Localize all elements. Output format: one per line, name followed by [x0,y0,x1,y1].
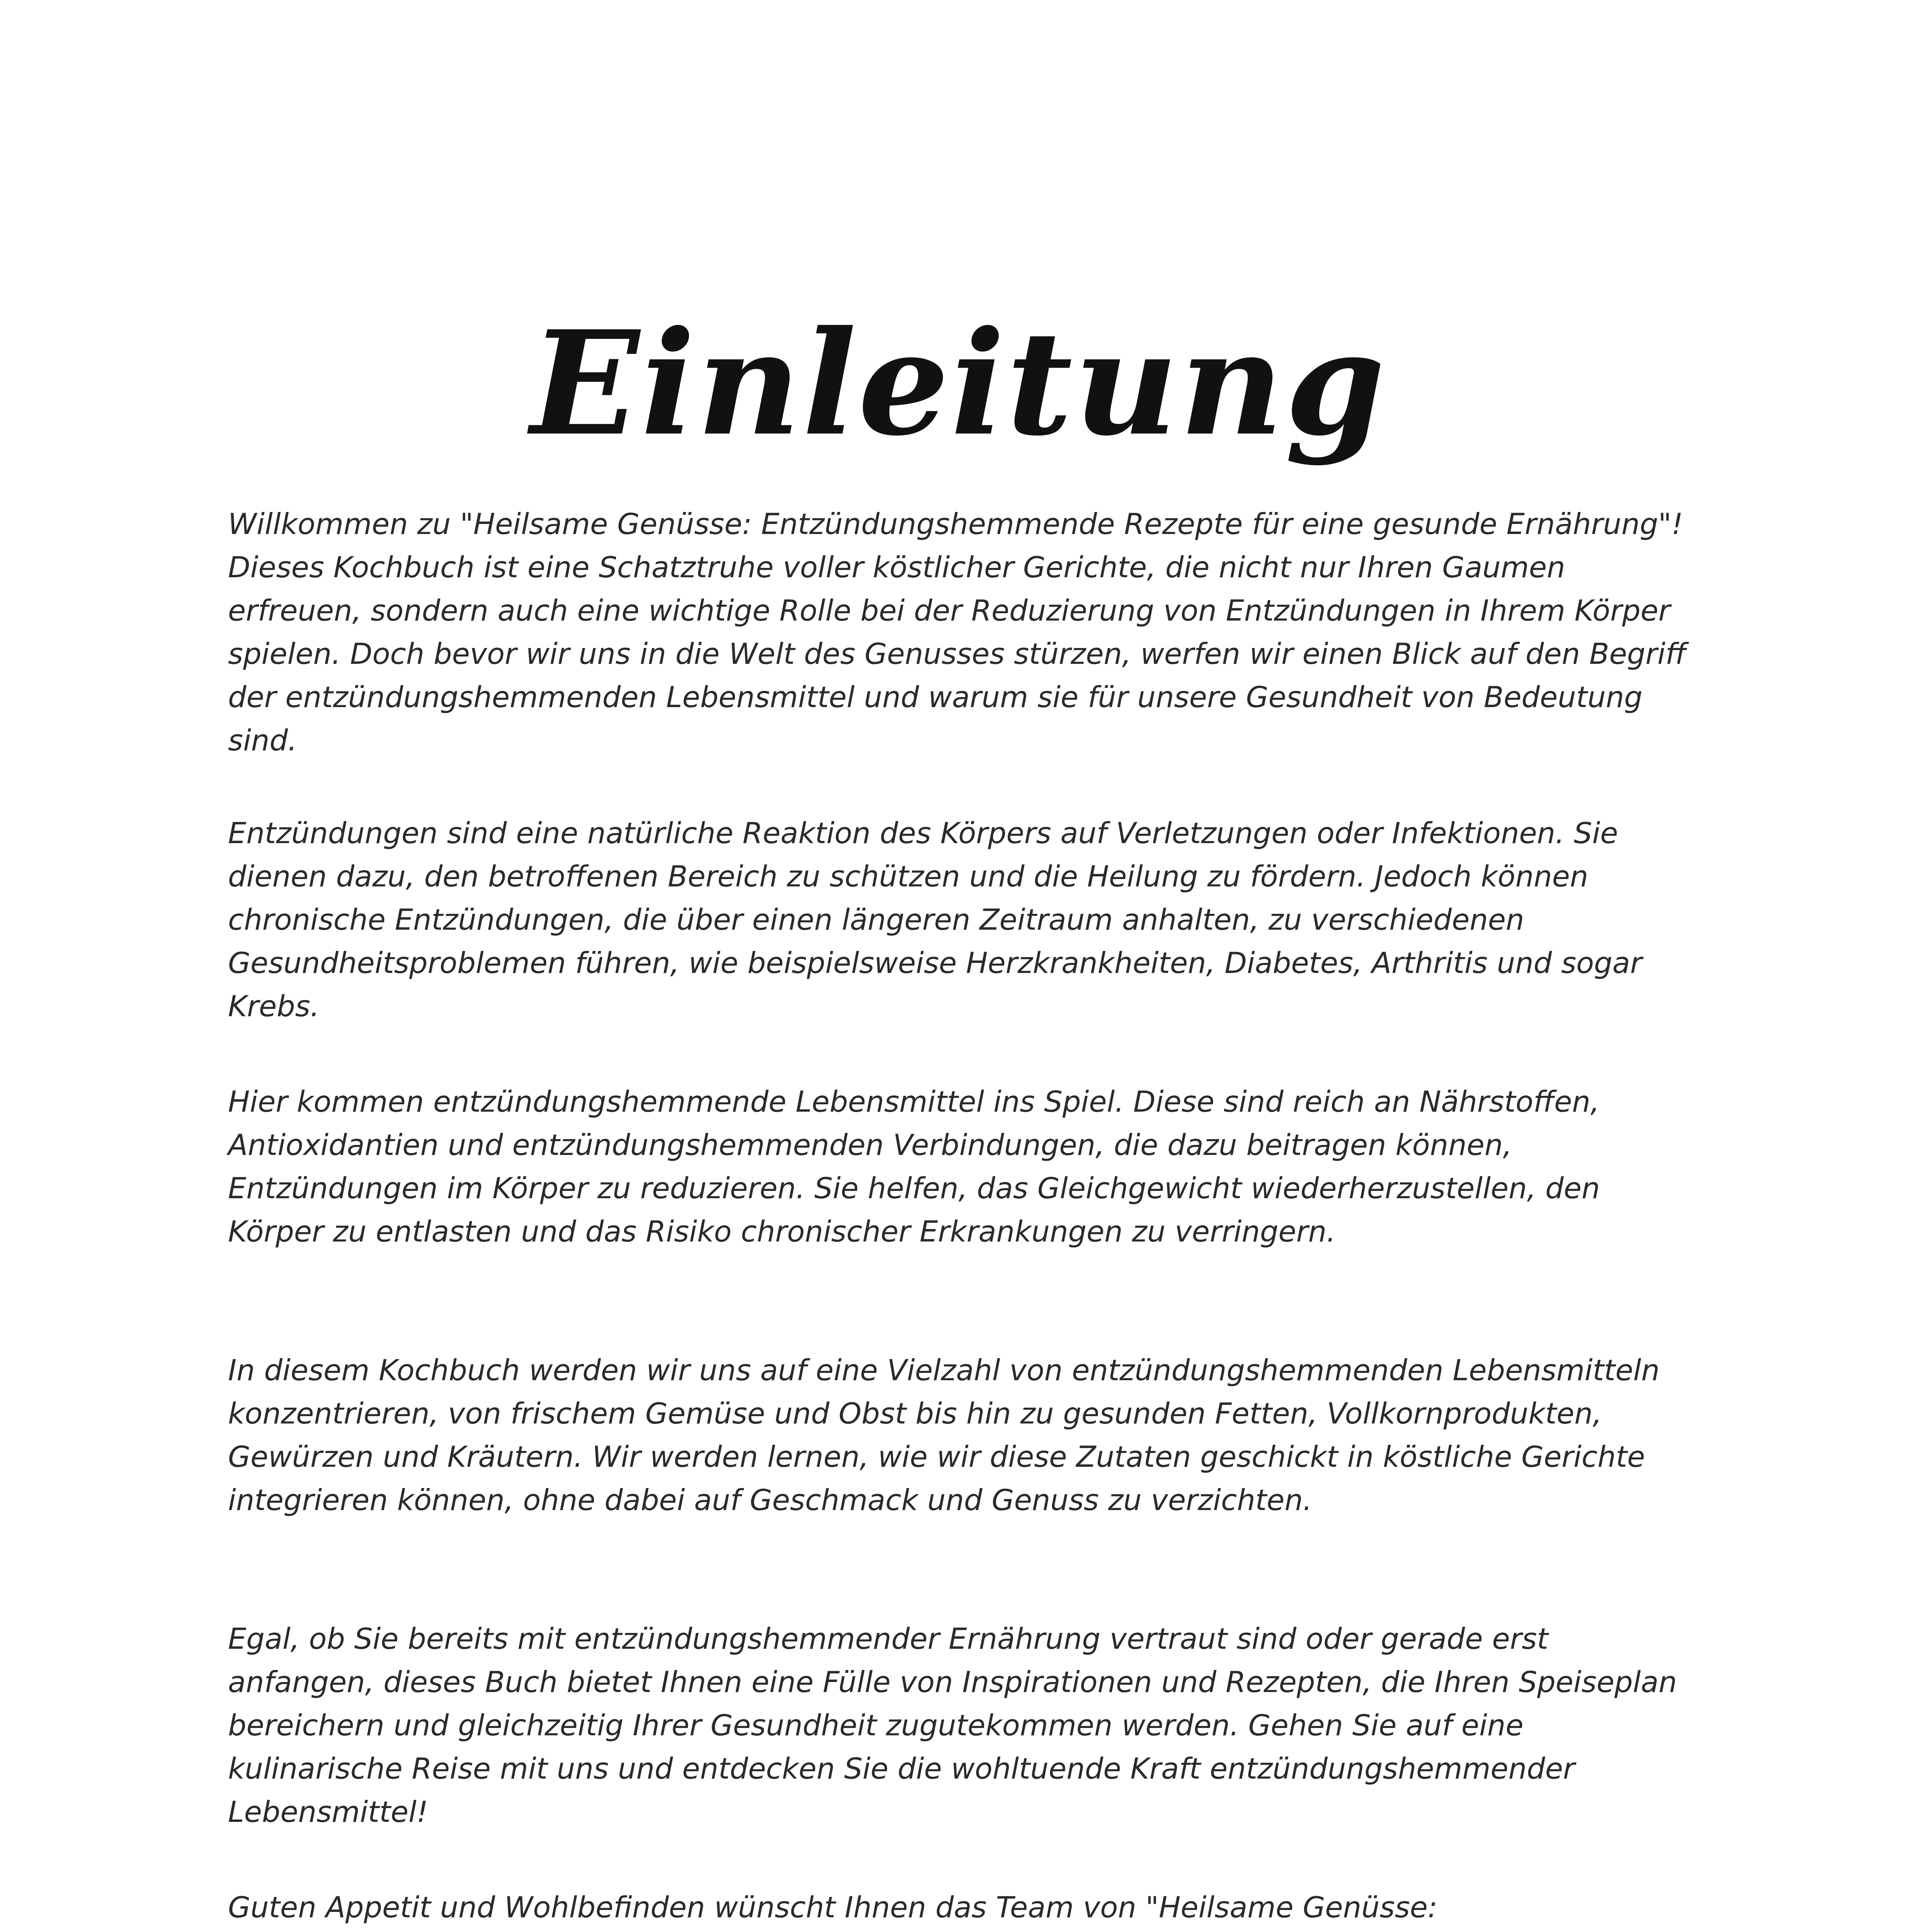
paragraph-cookbook: In diesem Kochbuch werden wir uns auf eine Vielzahl von entzündungshemmenden Lebensmitteln konzentrieren, von frischem Gemüse und Obst bis hin zu gesunden Fetten, Vollkornprodukten, Gewürzen und Kräutern. Wir werden lernen, wie wir diese Zutaten geschickt in köstliche Gerichte integrieren können, ohne dabei auf Geschmack und Genuss zu verzichten. [228,1353,1660,1517]
paragraph-inflammation: Entzündungen sind eine natürliche Reaktion des Körpers auf Verletzungen oder Infektionen. Sie dienen dazu, den betroffenen Bereich zu schützen und die Heilung zu fördern. Jedoch können chronische Entzündungen, die über einen längeren Zeitraum anhalten, zu verschiedenen Gesundheitsproblemen führen, wie beispielsweise Herzkrankheiten, Diabetes, Arthritis und sogar Krebs. [228,816,1642,1023]
paragraph-closing: Guten Appetit und Wohlbefinden wünscht Ihnen das Team von "Heilsame Genüsse: [228,1890,1438,1924]
paragraph-invitation: Egal, ob Sie bereits mit entzündungshemmender Ernährung vertraut sind oder gerade erst anfangen, dieses Buch bietet Ihnen eine Fülle von Inspirationen und Rezepten, die Ihren Speiseplan bereichern und gleichzeitig Ihrer Gesundheit zugutekommen werden. Gehen Sie auf eine kulinarische Reise mit uns und entdecken Sie die wohltuende Kraft entzündungshemmender Lebensmittel! [228,1622,1677,1829]
paragraph-foods: Hier kommen entzündungshemmende Lebensmittel ins Spiel. Diese sind reich an Nährstoffen, Antioxidantien und entzündungshemmenden Verbindungen, die dazu beitragen können, Entzündungen im Körper zu reduzieren. Sie helfen, das Gleichgewicht wiederherzustellen, den Körper zu entlasten und das Risiko chronischer Erkrankungen zu verringern. [228,1085,1600,1248]
page-title: Einleitung [530,299,1387,468]
paragraph-welcome: Willkommen zu "Heilsame Genüsse: Entzündungshemmende Rezepte für eine gesunde Ernährung"! Dieses Kochbuch ist eine Schatztruhe voller köstlicher Gerichte, die nicht nur Ihren Gaumen erfreuen, sondern auch eine wichtige Rolle bei der Reduzierung von Entzündungen in Ihrem Körper spielen. Doch bevor wir uns in die Welt des Genusses stürzen, werfen wir einen Blick auf den Begriff der entzündungshemmenden Lebensmittel und warum sie für unsere Gesundheit von Bedeutung sind. [228,507,1687,757]
